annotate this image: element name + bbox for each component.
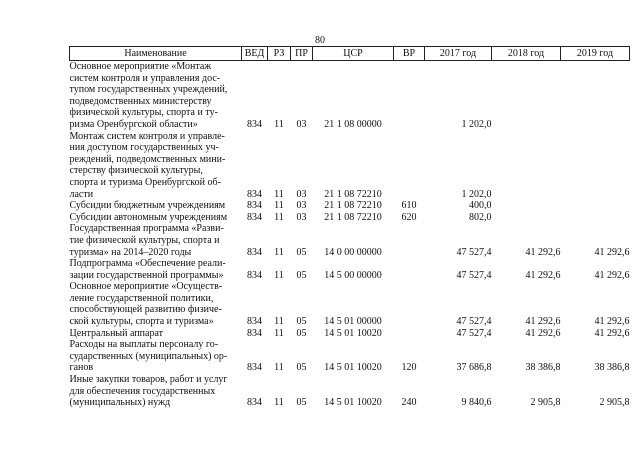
cell-pr: 05 [296,397,307,409]
cell-name-line: реждений, подведомственных мини- [69,153,226,165]
cell-vr [394,328,425,340]
cell-name-line: ганов [69,362,94,374]
cell-vr [394,223,425,258]
cell-name-line: Субсидии бюджетным учреждениям [69,200,226,212]
cell-name-line: ризма Оренбургской области» [69,118,198,130]
cell-rz: 11 [274,316,284,328]
cell-2019: 41 292,6 [594,246,630,258]
cell-ved: 834 [247,362,262,374]
cell-ved: 834 [247,188,262,200]
cell-2018 [492,200,561,212]
header-pr: ПР [291,47,313,61]
cell-name-line: ния доступом государственных уч- [69,142,219,154]
cell-name-line: стерству физической культуры, [69,165,203,177]
cell-name-line: зации государственной программы» [69,269,224,281]
table-row [70,339,630,374]
cell-name-line: подведомственных министерству [69,95,212,107]
budget-table [69,46,630,409]
cell-2018: 38 386,8 [525,362,561,374]
cell-ved: 834 [247,397,262,409]
cell-name [70,328,242,340]
cell-name [70,61,242,131]
cell-name-line: систем контроля и управления дос- [69,72,221,84]
cell-2018: 41 292,6 [525,327,561,339]
cell-2018: 41 292,6 [525,246,561,258]
cell-2019: 41 292,6 [594,327,630,339]
cell-ved: 834 [247,316,262,328]
cell-name [70,258,242,281]
cell-vr: 120 [401,362,417,374]
cell-csr: 14 5 01 10020 [324,327,382,339]
cell-vr: 610 [401,200,417,212]
cell-csr: 21 1 08 00000 [324,118,382,130]
header-2019: 2019 год [561,47,630,61]
page-number: 80 [315,35,325,46]
cell-2019 [561,200,630,212]
cell-pr: 03 [296,118,307,130]
cell-rz: 11 [274,269,284,281]
cell-ved: 834 [247,200,262,212]
cell-name [70,131,242,201]
cell-2017: 400,0 [469,200,492,212]
cell-2019 [561,212,630,224]
cell-rz: 11 [274,327,284,339]
cell-csr: 14 0 00 00000 [324,246,382,258]
cell-name-line: ласти [69,188,94,200]
cell-csr: 21 1 08 72210 [324,200,382,212]
cell-name-line: для обеспечения государственных [69,385,216,397]
cell-ved: 834 [247,211,262,223]
table-row [70,200,630,212]
cell-vr [394,281,425,327]
cell-name-line: Центральный аппарат [69,327,164,339]
cell-rz: 11 [274,246,284,258]
cell-2018 [492,61,561,131]
cell-pr: 05 [296,269,307,281]
cell-pr: 05 [296,316,307,328]
cell-2019: 2 905,8 [599,397,630,409]
header-ved: ВЕД [242,47,268,61]
cell-2017: 802,0 [469,211,492,223]
cell-name [70,212,242,224]
cell-2018: 2 905,8 [530,397,561,409]
cell-name-line: тупом государственных учреждений, [69,84,228,96]
cell-ved: 834 [247,327,262,339]
cell-ved: 834 [247,118,262,130]
cell-ved: 834 [247,246,262,258]
table-row [70,223,630,258]
cell-rz: 11 [274,397,284,409]
cell-name-line: способствующей развитию физиче- [69,304,222,316]
cell-2018 [492,212,561,224]
cell-name [70,200,242,212]
cell-csr: 14 5 01 10020 [324,397,382,409]
cell-2019: 41 292,6 [594,269,630,281]
cell-name-line: (муниципальных) нужд [69,397,171,409]
cell-2017: 9 840,6 [461,397,492,409]
cell-name-line: Государственная программа «Разви- [69,223,224,235]
cell-name [70,223,242,258]
header-csr: ЦСР [313,47,394,61]
cell-name-line: ской культуры, спорта и туризма» [69,316,214,328]
cell-ved: 834 [247,269,262,281]
cell-csr: 21 1 08 72210 [324,188,382,200]
cell-rz: 11 [274,200,284,212]
cell-2017: 1 202,0 [461,118,492,130]
cell-pr: 05 [296,246,307,258]
cell-2017: 47 527,4 [456,269,492,281]
header-2018: 2018 год [492,47,561,61]
header-rz: РЗ [268,47,291,61]
header-name: Наименование [70,47,242,61]
cell-name [70,374,242,409]
cell-2018: 41 292,6 [525,269,561,281]
cell-name-line: сударственных (муниципальных) ор- [69,350,228,362]
cell-name-line: Монтаж систем контроля и управле- [69,130,225,142]
cell-rz: 11 [274,362,284,374]
cell-pr: 03 [296,211,307,223]
cell-name-line: Субсидии автономным учреждениям [69,211,228,223]
cell-2018: 41 292,6 [525,316,561,328]
cell-2017: 47 527,4 [456,246,492,258]
cell-2017: 47 527,4 [456,316,492,328]
table-row [70,374,630,409]
cell-name-line: Подпрограмма «Обеспечение реали- [69,258,226,270]
table-body [70,61,630,409]
cell-name [70,339,242,374]
cell-vr: 620 [401,211,417,223]
table-row [70,131,630,201]
cell-pr: 03 [296,200,307,212]
header-2017: 2017 год [425,47,492,61]
cell-pr: 03 [296,188,307,200]
cell-name [70,281,242,327]
cell-csr: 14 5 01 00000 [324,316,382,328]
table-row [70,328,630,340]
cell-name-line: спорта и туризма Оренбургской об- [69,176,221,188]
cell-name-line: Основное мероприятие «Монтаж [69,61,212,72]
table-header-row [70,47,630,61]
cell-csr: 14 5 01 10020 [324,362,382,374]
cell-csr: 21 1 08 72210 [324,211,382,223]
cell-vr [394,258,425,281]
cell-vr [394,61,425,131]
cell-pr: 05 [296,327,307,339]
cell-pr: 05 [296,362,307,374]
cell-name-line: туризма» на 2014–2020 годы [69,246,192,258]
cell-2019 [561,131,630,201]
cell-2018 [492,131,561,201]
cell-csr: 14 5 00 00000 [324,269,382,281]
cell-vr [394,131,425,201]
cell-rz: 11 [274,188,284,200]
header-vr: ВР [394,47,425,61]
table-row [70,212,630,224]
cell-name-line: Иные закупки товаров, работ и услуг [69,374,228,386]
cell-2019 [561,61,630,131]
table-row [70,281,630,327]
cell-2017: 47 527,4 [456,327,492,339]
table-row [70,258,630,281]
cell-2017: 1 202,0 [461,188,492,200]
cell-2019: 38 386,8 [594,362,630,374]
cell-name-line: физической культуры, спорта и ту- [69,107,218,119]
cell-name-line: Расходы на выплаты персоналу го- [69,339,219,351]
cell-2019: 41 292,6 [594,316,630,328]
cell-name-line: тие физической культуры, спорта и [69,234,220,246]
cell-2017: 37 686,8 [456,362,492,374]
cell-name-line: Основное мероприятие «Осуществ- [69,281,223,293]
cell-rz: 11 [274,211,284,223]
cell-vr: 240 [401,397,417,409]
cell-name-line: ление государственной политики, [69,292,214,304]
table-row [70,61,630,131]
cell-rz: 11 [274,118,284,130]
